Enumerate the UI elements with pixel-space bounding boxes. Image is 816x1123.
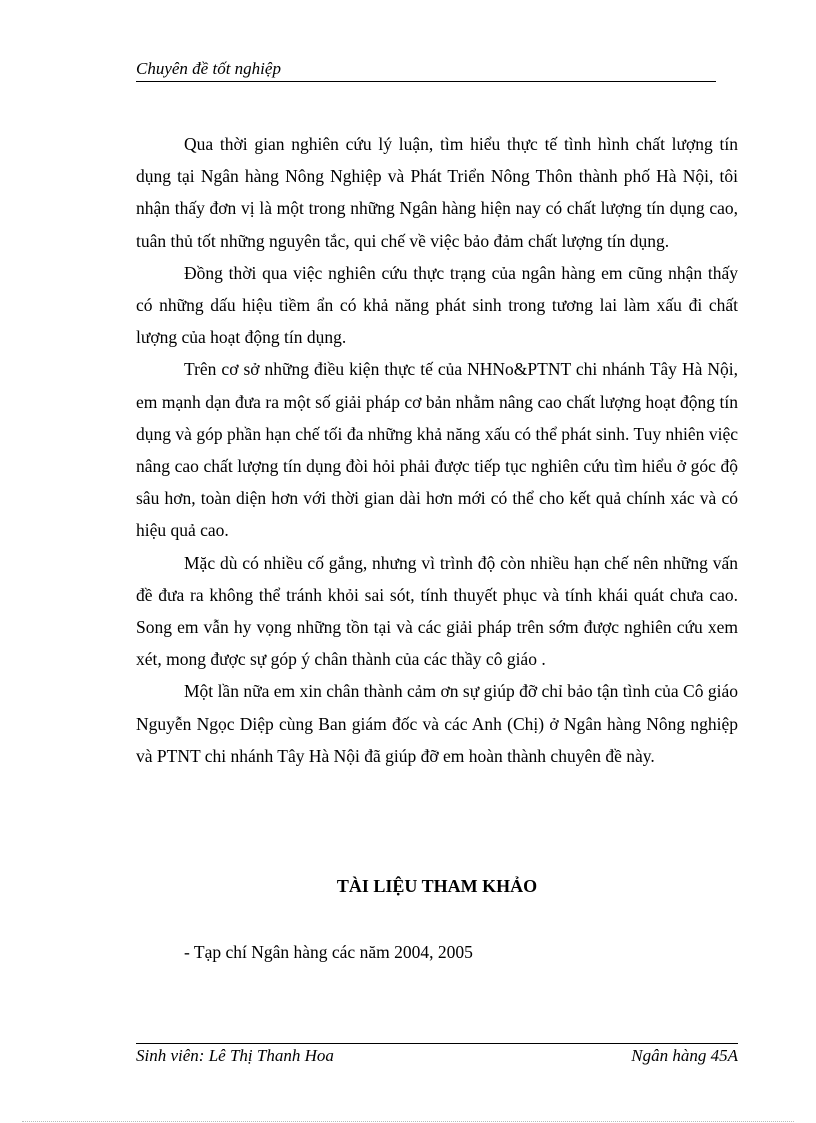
page-header	[136, 58, 716, 82]
paragraph-5: Một lần nữa em xin chân thành cảm ơn sự giúp đỡ chỉ bảo tận tình của Cô giáo Nguyễn Ngọc Diệp cùng Ban giám đốc và các Anh (Chị) ở Ngân hàng Nông nghiệp và PTNT chi nhánh Tây Hà Nội đã giúp đỡ em hoàn thành chuyên đề này.	[136, 681, 738, 766]
paragraph-4: Mặc dù có nhiều cố gắng, nhưng vì trình độ còn nhiều hạn chế nên những vấn đề đưa ra không thể tránh khỏi sai sót, tính thuyết phục và tính khái quát chưa cao. Song em vẫn hy vọng những tồn tại và các giải pháp trên sớm được nghiên cứu xem xét, mong được sự góp ý chân thành của các thầy cô giáo .	[136, 552, 738, 670]
header-title: Chuyên đề tốt nghiệp	[136, 59, 281, 78]
page-bottom-border	[22, 1121, 794, 1122]
reference-item: - Tạp chí Ngân hàng các năm 2004, 2005	[184, 942, 473, 962]
footer-class: Ngân hàng 45A	[631, 1046, 738, 1065]
references-title: TÀI LIỆU THAM KHẢO	[336, 876, 538, 896]
body-text	[136, 128, 738, 772]
footer-divider	[136, 1043, 738, 1044]
footer-student: Sinh viên: Lê Thị Thanh Hoa	[136, 1046, 334, 1065]
page-footer	[136, 1045, 738, 1067]
paragraph-1: Qua thời gian nghiên cứu lý luận, tìm hiểu thực tế tình hình chất lượng tín dụng tại Ngân hàng Nông Nghiệp và Phát Triển Nông Thôn thành phố Hà Nội, tôi nhận thấy đơn vị là một trong những Ngân hàng hiện nay có chất lượng tín dụng cao, tuân thủ tốt những nguyên tắc, qui chế về việc bảo đảm chất lượng tín dụng.	[136, 134, 738, 251]
paragraph-2: Đồng thời qua việc nghiên cứu thực trạng của ngân hàng em cũng nhận thấy có những dấu hiệu tiềm ẩn có khả năng phát sinh trong tương lai làm xấu đi chất lượng của hoạt động tín dụng.	[136, 262, 738, 348]
paragraph-3: Trên cơ sở những điều kiện thực tế của NHNo&PTNT chi nhánh Tây Hà Nội, em mạnh dạn đưa ra một số giải pháp cơ bản nhằm nâng cao chất lượng hoạt động tín dụng và góp phần hạn chế tối đa những khả năng xấu có thể phát sinh. Tuy nhiên việc nâng cao chất lượng tín dụng đòi hỏi phải được tiếp tục nghiên cứu tìm hiểu ở góc độ sâu hơn, toàn diện hơn với thời gian dài hơn mới có thể cho kết quả chính xác và có hiệu quả cao.	[136, 359, 738, 541]
